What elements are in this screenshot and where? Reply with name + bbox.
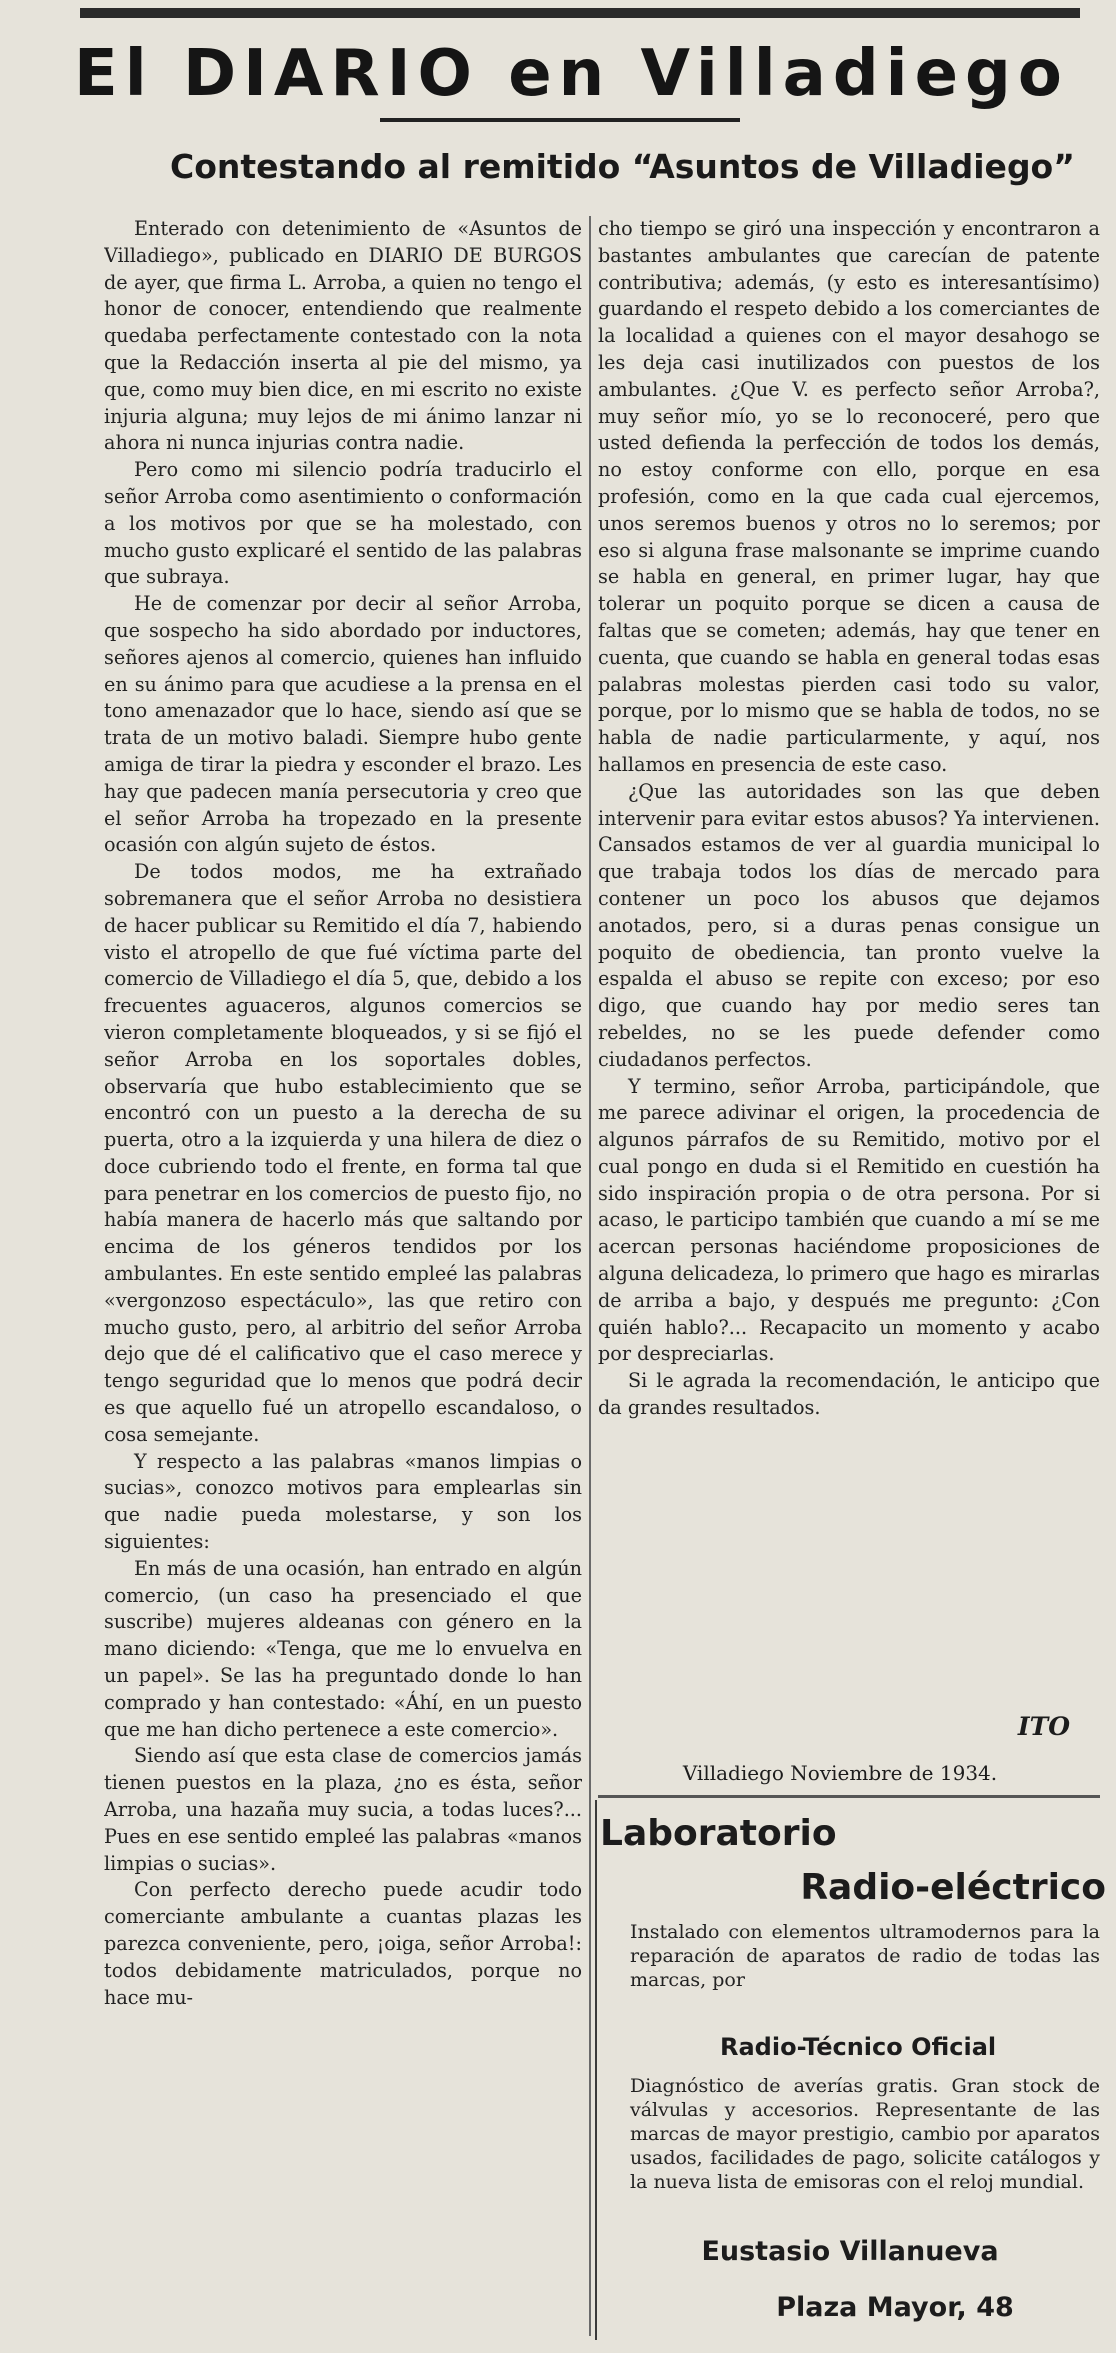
- article-subtitle: Contestando al remitido “Asuntos de Villadiego”: [170, 147, 1075, 186]
- article-paragraph: Enterado con detenimiento de «Asuntos de Villadiego», publicado en DIARIO DE BURGOS de ayer, que firma L. Arroba, a quien no tengo el honor de conocer, entendiendo que realmente quedaba perfectamente contestado con la nota que la Redacción inserta al pie del mismo, ya que, como muy bien dice, en mi escrito no existe injuria alguna; muy lejos de mi ánimo lanzar ni ahora ni nunca injurias contra nadie.: [104, 217, 582, 455]
- article-paragraph: En más de una ocasión, han entrado en algún comercio, (un caso ha presenciado el que suscribe) mujeres aldeanas con género en la mano diciendo: «Tenga, que me lo envuelva en un papel». Se las ha preguntado donde lo han comprado y han contestado: «Áhí, en un puesto que me han dicho pertenece a este comercio».: [104, 1556, 582, 1741]
- masthead-title: El DIARIO en Villadiego: [74, 37, 1069, 111]
- ad-address: Plaza Mayor, 48: [776, 2292, 1014, 2323]
- article-left-column: [104, 216, 582, 2346]
- ad-separator-rule: [598, 1795, 1100, 1798]
- article-paragraph: Siendo así que esta clase de comercios jamás tienen puestos en la plaza, ¿no es ésta, señor Arroba, una hazaña muy sucia, a todas luces?... Pues en ese sentido empleé las palabras «manos limpias o sucias».: [104, 1744, 582, 1875]
- ad-divider: [595, 1800, 597, 2340]
- ad-title-line1: Laboratorio: [600, 1813, 837, 1854]
- article-paragraph: Pero como mi silencio podría traducirlo el señor Arroba como asentimiento o conformación a los motivos por que se ha molestado, con mucho gusto explicaré el sentido de las palabras que subraya.: [104, 458, 582, 589]
- article-right-column: [598, 216, 1100, 1736]
- ad-owner-name: Eustasio Villanueva: [701, 2236, 999, 2267]
- dateline: Villadiego Noviembre de 1934.: [682, 1761, 998, 1785]
- ad-body-intro: Instalado con elementos ultramodernos para la reparación de aparatos de radio de todas las marcas, por: [630, 1921, 1100, 1991]
- top-rule: [80, 8, 1080, 18]
- article-paragraph: De todos modos, me ha extrañado sobremanera que el señor Arroba no desistiera de hacer publicar su Remitido el día 7, habiendo visto el atropello de que fué víctima parte del comercio de Villadiego el día 5, que, debido a los frecuentes aguaceros, algunos comercios se vieron completamente bloqueados, y si se fijó el señor Arroba en los soportales dobles, observaría que hubo establecimiento que se encontró con un puesto a la derecha de su puerta, otro a la izquierda y una hilera de diez o doce cubriendo todo el frente, en forma tal que para penetrar en los comercios de puesto fijo, no había manera de hacerlo más que saltando por encima de los géneros tendidos por los ambulantes. En este sentido empleé las palabras «vergonzoso espectáculo», las que retiro con mucho gusto, pero, al arbitrio del señor Arroba dejo que dé el calificativo que el caso merece y tengo seguridad que lo menos que podrá decir es que aquello fué un atropello escandaloso, o cosa semejante.: [104, 860, 582, 1446]
- ad-technician-title: Radio-Técnico Oficial: [720, 2033, 997, 2061]
- ad-title-line2: Radio-eléctrico: [800, 1867, 1106, 1908]
- author-signature: ITO: [1017, 1712, 1070, 1741]
- article-paragraph: Si le agrada la recomendación, le anticipo que da grandes resultados.: [598, 1369, 1100, 1420]
- article-paragraph: cho tiempo se giró una inspección y encontraron a bastantes ambulantes que carecían de patente contributiva; además, (y esto es interesantísimo) guardando el respeto debido a los comerciantes de la localidad a quienes con el mayor desahogo se les deja casi inutilizados con puestos de los ambulantes. ¿Que V. es perfecto señor Arroba?, muy señor mío, yo se lo reconoceré, pero que usted defienda la perfección de todos los demás, no estoy conforme con ello, porque en esa profesión, como en la que cada cual ejercemos, unos seremos buenos y otros no lo seremos; por eso si alguna frase malsonante se imprime cuando se habla en general, en primer lugar, hay que tolerar un poquito porque se dicen a causa de faltas que se cometen; además, hay que tener en cuenta, que cuando se habla en general todas esas palabras molestas pierden casi todo su valor, porque, por lo mismo que se habla de todos, no se habla de nadie particularmente, y aquí, nos hallamos en presencia de este caso.: [598, 217, 1100, 776]
- article-paragraph: He de comenzar por decir al señor Arroba, que sospecho ha sido abordado por inductores, señores ajenos al comercio, quienes han influido en su ánimo para que acudiese a la prensa en el tono amenazador que lo hace, siendo así que se trata de un motivo baladi. Siempre hubo gente amiga de tirar la piedra y esconder el brazo. Les hay que padecen manía persecutoria y creo que el señor Arroba ha tropezado en la presente ocasión con algún sujeto de éstos.: [104, 592, 582, 857]
- article-paragraph: Y termino, señor Arroba, participándole, que me parece adivinar el origen, la procedencia de algunos párrafos de su Remitido, motivo por el cual pongo en duda si el Remitido en cuestión ha sido inspiración propia o de otra persona. Por si acaso, le participo también que cuando a mí se me acercan personas haciéndome proposiciones de alguna delicadeza, lo primero que hago es mirarlas de arriba a bajo, y después me pregunto: ¿Con quién hablo?... Recapacito un momento y acabo por despreciarlas.: [598, 1074, 1100, 1366]
- ad-body-details: Diagnóstico de averías gratis. Gran stock de válvulas y accesorios. Representante de las marcas de mayor prestigio, cambio por aparatos usados, facilidades de pago, solicite catálogos y la nueva lista de emisoras con el reloj mundial.: [630, 2075, 1100, 2193]
- article-paragraph: Con perfecto derecho puede acudir todo comerciante ambulante a cuantas plazas les parezca conveniente, pero, ¡oiga, señor Arroba!: todos debidamente matriculados, porque no hace mu-: [104, 1878, 582, 2009]
- article-paragraph: Y respecto a las palabras «manos limpias o sucias», conozco motivos para emplearlas sin que nadie pueda molestarse, y son los siguientes:: [104, 1449, 582, 1554]
- title-rule: [380, 118, 740, 122]
- column-divider: [589, 216, 591, 2336]
- article-paragraph: ¿Que las autoridades son las que deben intervenir para evitar estos abusos? Ya intervienen. Cansados estamos de ver al guardia municipal lo que trabaja todos los días de mercado para contener un poco los abusos que dejamos anotados, pero, si a duras penas consigue un poquito de obediencia, tan pronto vuelve la espalda el abuso se repite con exceso; por eso digo, que cuando hay por medio seres tan rebeldes, no se les puede defender como ciudadanos perfectos.: [598, 779, 1100, 1071]
